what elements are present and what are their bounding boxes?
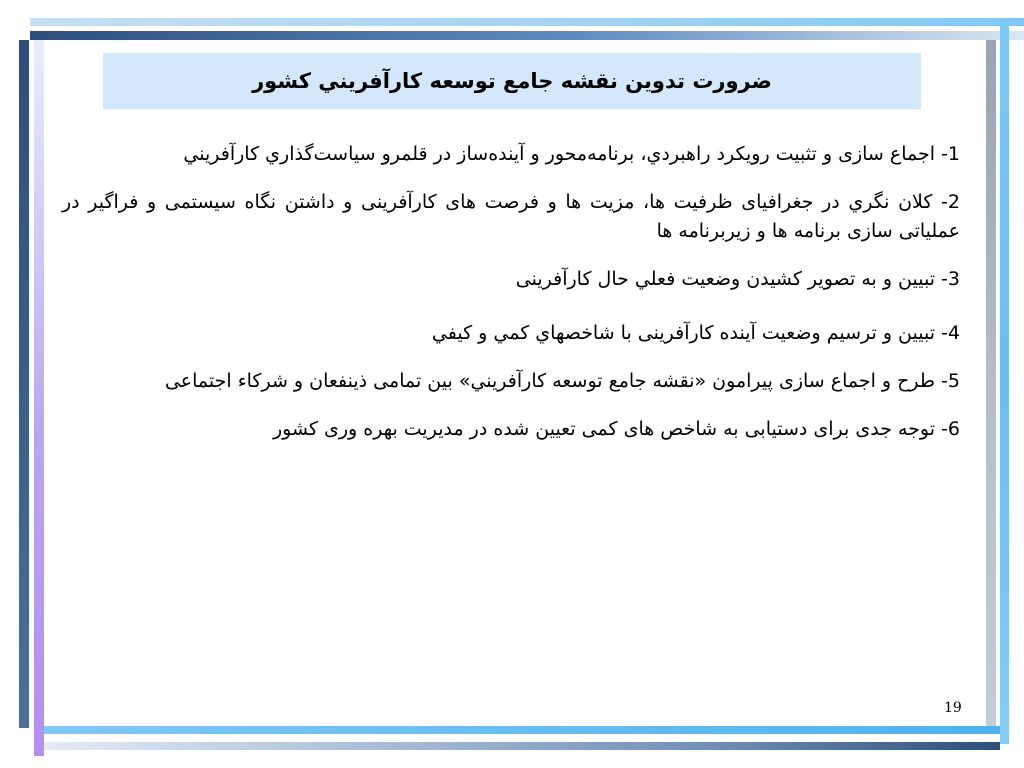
content-list [62, 140, 960, 444]
right-decorative-bar-gray [986, 40, 996, 728]
list-item: 5- طرح و اجماع سازی پیرامون «نقشه جامع توسعه كارآفريني» بین تمامی ذینفعان و شرکاء اجتماعی [164, 370, 960, 392]
title-box [103, 53, 921, 109]
bottom-decorative-bar-blue [44, 726, 1000, 734]
list-item: 3- تبیین و به تصویر کشیدن وضعیت فعلي حال کارآفرینی [515, 268, 960, 290]
slide-title: ضرورت تدوين نقشه جامع توسعه كارآفريني كشور [252, 69, 772, 93]
left-decorative-bar-dark [19, 40, 29, 728]
list-item: 1- اجماع سازی و تثبیت رویکرد راهبردي، برنامه‌محور و آینده‌ساز در قلمرو سیاست‌گذاري كارآفريني [183, 143, 960, 165]
top-decorative-bar-dark [30, 31, 1024, 40]
bottom-decorative-bar-dark [44, 742, 1000, 750]
list-item: 2- كلان نگري در جغرافیای ظرفیت ها، مزیت ها و فرصت های کارآفرینی و داشتن نگاه سیستمی و فراگیر در عملیاتی سازی برنامه ها و زیربرنامه ها [62, 191, 960, 242]
page-number: 19 [944, 700, 962, 716]
top-decorative-bar [30, 18, 1024, 26]
right-decorative-bar-blue [1000, 22, 1009, 744]
left-decorative-bar-lavender [34, 40, 44, 756]
list-item: 4- تبیین و ترسیم وضعیت آینده کارآفرینی با شاخصهاي كمي و كيفي [431, 322, 960, 344]
list-item: 6- توجه جدی برای دستیابی به شاخص های کمی تعیین شده در مدیریت بهره وری کشور [272, 418, 960, 440]
